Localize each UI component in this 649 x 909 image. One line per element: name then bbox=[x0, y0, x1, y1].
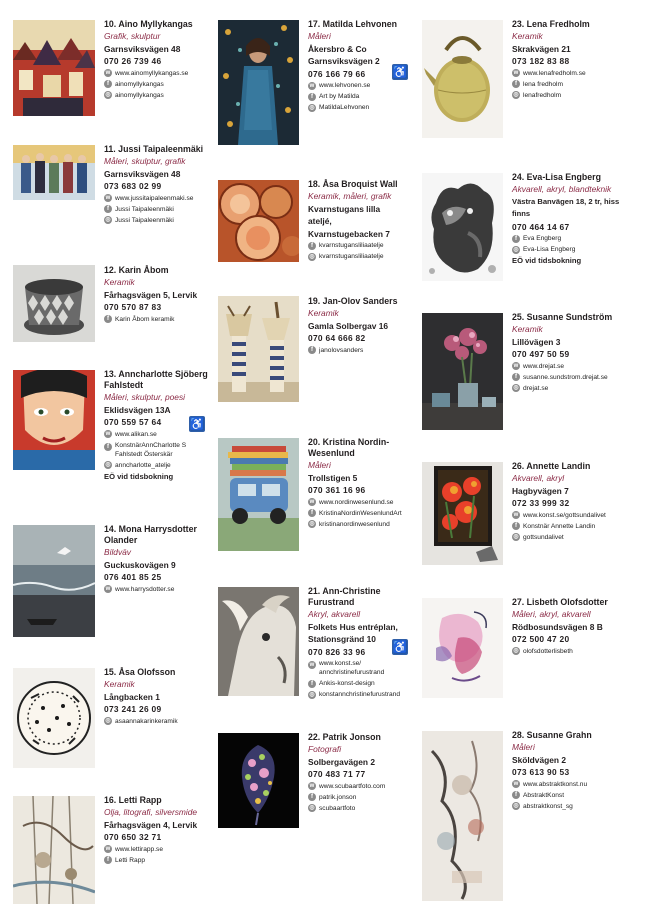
artwork-image bbox=[218, 733, 299, 828]
artist-address: Fårhagsvägen 4, Lervik bbox=[104, 819, 198, 830]
artist-phone: 073 182 83 88 bbox=[512, 56, 570, 67]
facebook-link[interactable]: f lena fredholm bbox=[512, 79, 622, 90]
facebook-link[interactable]: f KristinaNordinWesenlundArt bbox=[308, 508, 420, 519]
artist-name: 28. Susanne Grahn bbox=[512, 730, 592, 740]
artist-phone: 070 361 16 96 bbox=[308, 485, 366, 496]
artist-phone: 073 241 26 09 bbox=[104, 704, 162, 715]
instagram-link[interactable]: ◎ Jussi Taipaleenmäki bbox=[105, 216, 174, 224]
instagram-link[interactable]: ◎ drejat.se bbox=[513, 384, 549, 392]
artist-phone: 070 483 71 77 bbox=[308, 769, 366, 780]
artist-phone: 070 650 32 71 bbox=[104, 832, 162, 843]
artist-address: Garnsviksvägen 48 bbox=[104, 43, 181, 54]
facebook-link[interactable]: f Ankis-konst-design bbox=[308, 678, 416, 689]
artist-name: 27. Lisbeth Olofsdotter bbox=[512, 597, 608, 607]
artwork-image bbox=[422, 173, 503, 281]
artist-phone: 070 570 87 83 bbox=[104, 302, 162, 313]
instagram-icon: ◎ bbox=[105, 462, 111, 469]
artist-address: Eklidsvägen 13A bbox=[104, 404, 171, 415]
facebook-icon: f bbox=[308, 680, 316, 688]
instagram-icon: ◎ bbox=[309, 691, 315, 698]
instagram-icon: ◎ bbox=[309, 104, 315, 111]
artist-name: 17. Matilda Lehvonen bbox=[308, 19, 397, 29]
artist-category: Akvarell, akryl, blandteknik bbox=[512, 184, 612, 194]
web-icon: w bbox=[513, 781, 519, 788]
instagram-icon: ◎ bbox=[309, 521, 315, 528]
instagram-icon: ◎ bbox=[513, 534, 519, 541]
artist-name: 21. Ann-Christine Furustrand bbox=[308, 586, 381, 607]
website-link[interactable]: w www.jussitaipaleenmaki.se bbox=[105, 194, 194, 202]
artist-address: Kvarnstugans lilla ateljé, Kvarnstugebacken 7 bbox=[308, 203, 390, 239]
website-link[interactable]: w www.konst.se/gottsundalivet bbox=[513, 511, 606, 519]
web-icon: w bbox=[105, 195, 111, 202]
artwork-image bbox=[422, 313, 503, 430]
instagram-link[interactable]: ◎ gottsundalivet bbox=[513, 533, 564, 541]
artwork-image bbox=[13, 265, 95, 342]
web-icon: w bbox=[105, 431, 111, 438]
artist-category: Keramik bbox=[104, 679, 135, 689]
artist-address: Garnsviksvägen 48 bbox=[104, 168, 181, 179]
instagram-link[interactable]: ◎ MatildaLehvonen bbox=[309, 104, 370, 112]
artist-name: 12. Karin Åbom bbox=[104, 265, 169, 275]
artist-name: 22. Patrik Jonson bbox=[308, 732, 381, 742]
web-icon: w bbox=[513, 363, 519, 370]
artist-phone: 072 33 999 32 bbox=[512, 498, 570, 509]
website-link[interactable]: w www.lenafredholm.se bbox=[513, 69, 586, 77]
web-icon: w bbox=[105, 846, 111, 853]
artist-name: 18. Åsa Broquist Wall bbox=[308, 179, 398, 189]
facebook-icon: f bbox=[308, 242, 316, 250]
artwork-image bbox=[218, 438, 299, 551]
wheelchair-accessible-icon: ♿ bbox=[189, 417, 205, 431]
artwork-image bbox=[13, 20, 95, 116]
artist-phone: 072 500 47 20 bbox=[512, 634, 570, 645]
web-icon: w bbox=[513, 70, 519, 77]
facebook-link[interactable]: f KonstnärAnnCharlotte S Fahlstedt Österskär bbox=[104, 440, 216, 460]
web-icon: w bbox=[309, 82, 315, 89]
artist-phone: 070 559 57 64 bbox=[104, 417, 162, 428]
artwork-image bbox=[422, 20, 503, 138]
web-icon: w bbox=[105, 586, 111, 593]
instagram-link[interactable]: ◎ asaannakarinkeramik bbox=[105, 717, 178, 725]
facebook-icon: f bbox=[104, 856, 112, 864]
facebook-icon: f bbox=[104, 80, 112, 88]
artist-category: Måleri bbox=[308, 460, 331, 470]
instagram-icon: ◎ bbox=[309, 805, 315, 812]
instagram-link[interactable]: ◎ olofsdotterlisbeth bbox=[513, 647, 573, 655]
facebook-icon: f bbox=[308, 93, 316, 101]
artist-category: Bildväv bbox=[104, 547, 131, 557]
web-icon: w bbox=[309, 499, 315, 506]
artist-name: 19. Jan-Olov Sanders bbox=[308, 296, 398, 306]
facebook-icon: f bbox=[512, 791, 520, 799]
artist-category: Fotografi bbox=[308, 744, 342, 754]
instagram-icon: ◎ bbox=[513, 92, 519, 99]
artwork-image bbox=[13, 796, 95, 904]
facebook-link[interactable]: f susanne.sundstrom.drejat.se bbox=[512, 372, 632, 383]
web-icon: w bbox=[309, 662, 315, 669]
artist-category: Måleri bbox=[512, 742, 535, 752]
artist-address: Skrakvägen 21 bbox=[512, 43, 571, 54]
artwork-image bbox=[218, 296, 299, 402]
instagram-link[interactable]: ◎ ainomyllykangas bbox=[105, 91, 164, 99]
instagram-icon: ◎ bbox=[513, 803, 519, 810]
facebook-icon: f bbox=[512, 235, 520, 243]
artist-category: Måleri, akryl, akvarell bbox=[512, 609, 591, 619]
website-link[interactable]: w www.ainomyllykangas.se bbox=[105, 69, 189, 77]
artist-phone: 070 464 14 67 bbox=[512, 221, 570, 232]
artist-name: 23. Lena Fredholm bbox=[512, 19, 590, 29]
artist-category: Måleri, skulptur, grafik bbox=[104, 156, 186, 166]
artist-address: Folkets Hus entréplan, Stationsgränd 10 bbox=[308, 621, 398, 645]
artist-address: Lillövägen 3 bbox=[512, 336, 561, 347]
instagram-icon: ◎ bbox=[105, 217, 111, 224]
artwork-image bbox=[422, 462, 503, 565]
facebook-icon: f bbox=[104, 315, 112, 323]
facebook-link[interactable]: f kvarnstugansliliaatelje bbox=[308, 240, 416, 251]
artist-category: Keramik bbox=[104, 277, 135, 287]
artist-phone: 070 64 666 82 bbox=[308, 333, 366, 344]
web-icon: w bbox=[309, 783, 315, 790]
website-link[interactable]: w www.lehvonen.se bbox=[309, 82, 371, 90]
facebook-link[interactable]: f patrik.jonson bbox=[308, 792, 416, 803]
instagram-link[interactable]: ◎ kvarnstugansliliaatelje bbox=[309, 253, 384, 261]
instagram-icon: ◎ bbox=[309, 253, 315, 260]
instagram-link[interactable]: ◎ abstraktkonst_sg bbox=[513, 802, 573, 810]
artist-name: 25. Susanne Sundström bbox=[512, 312, 613, 322]
artwork-image bbox=[13, 370, 95, 470]
instagram-icon: ◎ bbox=[513, 385, 519, 392]
facebook-link[interactable]: f Art by Matilda bbox=[308, 91, 408, 102]
facebook-icon: f bbox=[512, 80, 520, 88]
artist-phone: 073 613 90 53 bbox=[512, 767, 570, 778]
facebook-icon: f bbox=[104, 443, 112, 451]
website-link[interactable]: w www.harrysdotter.se bbox=[105, 585, 175, 593]
facebook-icon: f bbox=[512, 373, 520, 381]
web-icon: w bbox=[513, 512, 519, 519]
artist-address: Åkersbro & Co Garnsviksvägen 2 bbox=[308, 43, 380, 67]
website-link[interactable]: w www.scubaartfoto.com bbox=[309, 782, 386, 790]
artist-category: Keramik bbox=[512, 324, 543, 334]
artist-phone: 070 826 33 96 bbox=[308, 646, 366, 657]
artist-address: Sköldvägen 2 bbox=[512, 754, 566, 765]
wheelchair-accessible-icon: ♿ bbox=[392, 640, 408, 654]
visiting-note: EÖ vid tidsbokning bbox=[512, 256, 582, 266]
artist-phone: 070 26 739 46 bbox=[104, 56, 162, 67]
artwork-image bbox=[13, 525, 95, 637]
facebook-icon: f bbox=[308, 346, 316, 354]
artist-address: Trollstigen 5 bbox=[308, 472, 358, 483]
facebook-icon: f bbox=[104, 205, 112, 213]
instagram-link[interactable]: ◎ lenafredholm bbox=[513, 91, 562, 99]
web-icon: w bbox=[105, 70, 111, 77]
artist-address: Guckuskovägen 9 bbox=[104, 559, 176, 570]
artist-phone: 076 401 85 25 bbox=[104, 572, 162, 583]
artist-name: 24. Eva-Lisa Engberg bbox=[512, 172, 601, 182]
instagram-link[interactable]: ◎ Eva-Lisa Engberg bbox=[513, 246, 576, 254]
website-link[interactable]: w www.alikan.se bbox=[105, 430, 157, 438]
facebook-link[interactable]: f Konstnär Annette Landin bbox=[512, 521, 632, 532]
artist-name: 10. Aino Myllykangas bbox=[104, 19, 193, 29]
artist-category: Måleri, skulptur, poesi bbox=[104, 392, 185, 402]
artist-category: Måleri bbox=[308, 31, 331, 41]
artist-address: Långbacken 1 bbox=[104, 691, 160, 702]
artist-address: Gamla Solbergav 16 bbox=[308, 320, 389, 331]
website-link[interactable]: w www.lettirapp.se bbox=[105, 845, 164, 853]
artist-address: Fårhagsvägen 5, Lervik bbox=[104, 289, 198, 300]
artist-address: Västra Banvägen 18, 2 tr, hiss finns bbox=[512, 196, 620, 219]
website-link[interactable]: w www.nordinwesenlund.se bbox=[309, 498, 394, 506]
artist-name: 20. Kristina Nordin-Wesenlund bbox=[308, 437, 390, 458]
instagram-icon: ◎ bbox=[513, 246, 519, 253]
artist-name: 26. Annette Landin bbox=[512, 461, 591, 471]
facebook-link[interactable]: f Letti Rapp bbox=[104, 855, 216, 866]
artist-address: Hagbyvägen 7 bbox=[512, 485, 569, 496]
artist-name: 14. Mona Harrysdotter Olander bbox=[104, 524, 197, 545]
website-link[interactable]: w www.abstraktkonst.nu bbox=[513, 780, 588, 788]
artwork-image bbox=[218, 20, 299, 145]
instagram-icon: ◎ bbox=[513, 648, 519, 655]
artist-category: Keramik, måleri, grafik bbox=[308, 191, 392, 201]
instagram-icon: ◎ bbox=[105, 718, 111, 725]
artwork-image bbox=[218, 587, 299, 696]
instagram-link[interactable]: ◎ konstannchristinefurustrand bbox=[309, 691, 401, 699]
artist-phone: 073 683 02 99 bbox=[104, 181, 162, 192]
instagram-link[interactable]: ◎ anncharlotte_atelje bbox=[105, 461, 171, 469]
facebook-link[interactable]: f janolovsanders bbox=[308, 345, 416, 356]
instagram-icon: ◎ bbox=[105, 92, 111, 99]
artwork-image bbox=[13, 668, 95, 768]
facebook-icon: f bbox=[308, 509, 316, 517]
artwork-image bbox=[422, 598, 503, 698]
artist-name: 13. Anncharlotte Sjöberg Fahlstedt bbox=[104, 369, 208, 390]
artist-address: Rödbosundsvägen 8 B bbox=[512, 621, 603, 632]
facebook-link[interactable]: f Jussi Taipaleenmäki bbox=[104, 204, 214, 215]
website-link[interactable]: w www.drejat.se bbox=[513, 362, 565, 370]
facebook-link[interactable]: f AbstraktKonst bbox=[512, 790, 632, 801]
facebook-icon: f bbox=[308, 793, 316, 801]
artist-name: 15. Åsa Olofsson bbox=[104, 667, 176, 677]
artist-category: Akvarell, akryl bbox=[512, 473, 565, 483]
artist-category: Keramik bbox=[512, 31, 543, 41]
artist-category: Olja, litografi, silversmide bbox=[104, 807, 198, 817]
artist-address: Solbergavägen 2 bbox=[308, 756, 376, 767]
facebook-icon: f bbox=[512, 522, 520, 530]
artwork-image bbox=[422, 731, 503, 901]
artist-name: 11. Jussi Taipaleenmäki bbox=[104, 144, 204, 154]
artwork-image bbox=[218, 180, 299, 262]
wheelchair-accessible-icon: ♿ bbox=[392, 65, 408, 79]
instagram-link[interactable]: ◎ kristinanordinwesenlund bbox=[309, 520, 390, 528]
artist-category: Akryl, akvarell bbox=[308, 609, 361, 619]
facebook-link[interactable]: f ainomyllykangas bbox=[104, 79, 209, 90]
artist-name: 16. Letti Rapp bbox=[104, 795, 162, 805]
facebook-link[interactable]: f Karin Åbom keramik bbox=[104, 314, 214, 325]
artist-phone: 076 166 79 66 bbox=[308, 68, 366, 79]
visiting-note: EÖ vid tidsbokning bbox=[104, 471, 174, 481]
artist-phone: 070 497 50 59 bbox=[512, 349, 570, 360]
website-link[interactable]: w www.konst.se/ annchristinefurustrand bbox=[309, 660, 385, 677]
artwork-image bbox=[13, 145, 95, 200]
artist-category: Grafik, skulptur bbox=[104, 31, 161, 41]
instagram-link[interactable]: ◎ scubaartfoto bbox=[309, 804, 356, 812]
artist-category: Keramik bbox=[308, 308, 339, 318]
facebook-link[interactable]: f Eva Engberg bbox=[512, 233, 638, 244]
